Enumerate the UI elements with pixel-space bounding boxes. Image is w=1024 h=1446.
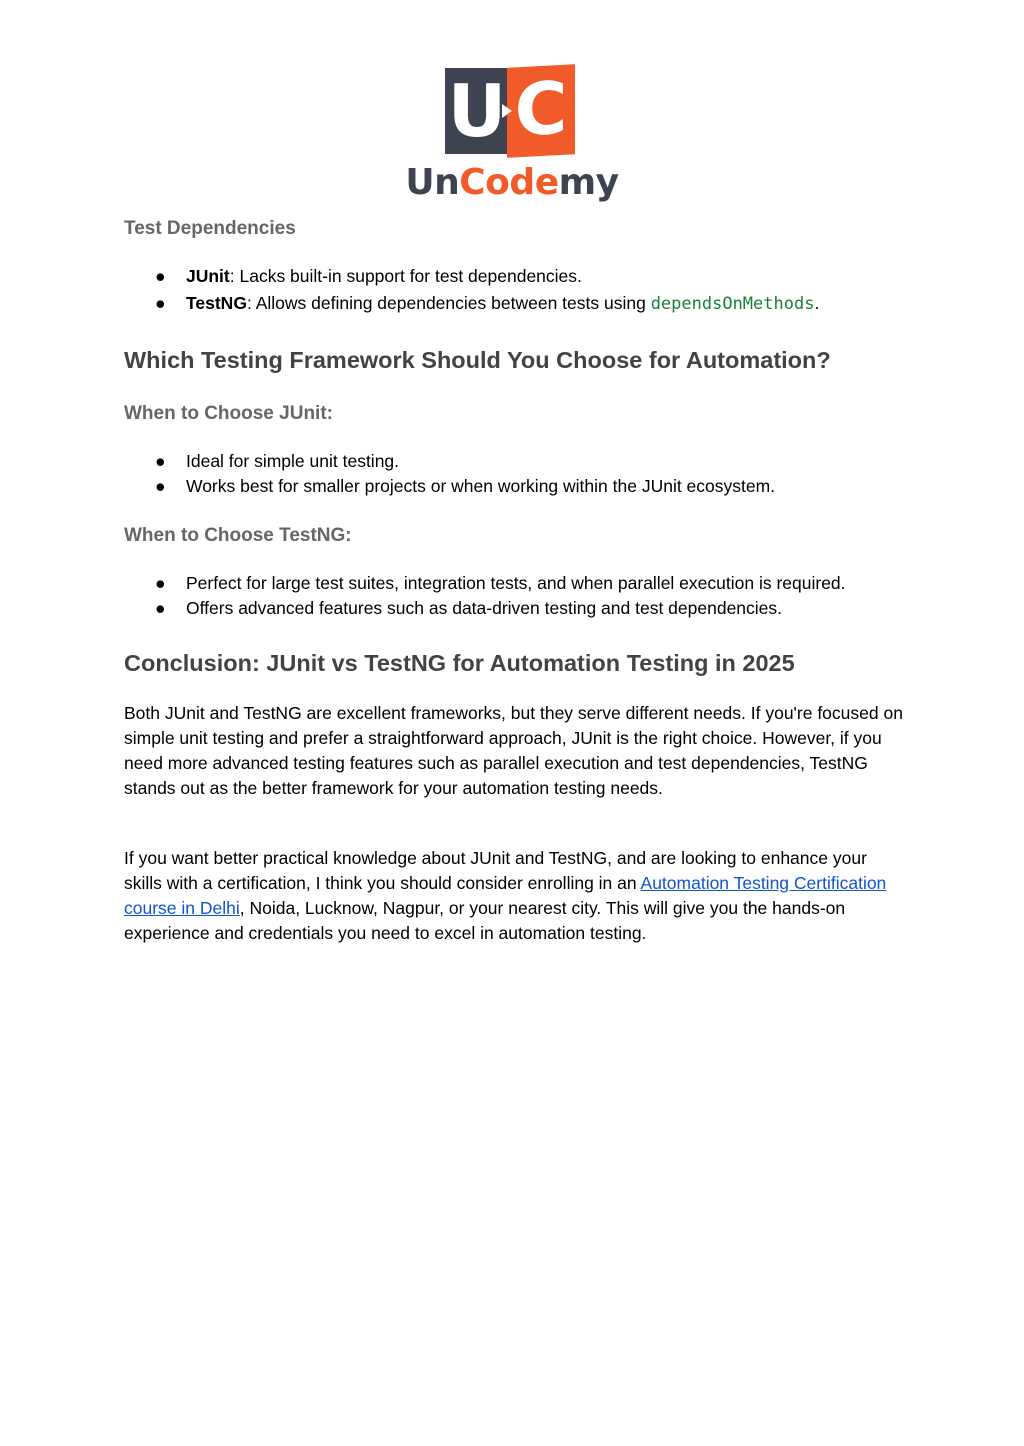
list-item: [124, 291, 924, 317]
item-text: Ideal for simple unit testing.: [186, 451, 400, 471]
conclusion-paragraph-2: [124, 846, 904, 946]
bullet: ●: [155, 266, 166, 286]
logo-u-block: [445, 68, 509, 154]
list-item: [124, 571, 924, 596]
list-item: [124, 449, 924, 474]
item-text: : Lacks built-in support for test dependencies.: [229, 266, 582, 286]
uncodemy-logo: [403, 66, 621, 204]
logo-word-part1: Un: [405, 162, 460, 203]
conclusion-heading: Conclusion: JUnit vs TestNG for Automation Testing in 2025: [124, 650, 795, 676]
list-item: [124, 474, 924, 499]
test-dependencies-heading: Test Dependencies: [124, 218, 296, 239]
logo-word-part2: Code: [459, 162, 559, 203]
bullet: ●: [155, 293, 166, 313]
play-arrow-icon: [502, 104, 512, 118]
logo-word-part3: my: [558, 162, 619, 203]
logo-c-block: [507, 64, 575, 158]
conclusion-paragraph-1: Both JUnit and TestNG are excellent frameworks, but they serve different needs. If you're focused on simple unit testing and prefer a straightforward approach, JUnit is the right choice. However, if you need more advanced testing features such as parallel execution and test dependencies, TestNG stands out as the better framework for your automation testing needs.: [124, 703, 903, 798]
item-text: Perfect for large test suites, integration tests, and when parallel execution is required.: [186, 573, 846, 593]
item-term: TestNG: [186, 293, 247, 313]
bullet: ●: [155, 598, 166, 618]
bullet: ●: [155, 451, 166, 471]
item-after: .: [814, 293, 820, 313]
item-text: Offers advanced features such as data-driven testing and test dependencies.: [186, 598, 783, 618]
when-testng-heading: When to Choose TestNG:: [124, 525, 352, 546]
item-term: JUnit: [186, 266, 230, 286]
test-dependencies-list: [124, 264, 924, 317]
bullet: ●: [155, 476, 166, 496]
logo-letter-c: C: [514, 65, 568, 153]
choose-framework-heading: Which Testing Framework Should You Choose for Automation?: [124, 347, 831, 373]
item-code: dependsOnMethods: [650, 294, 815, 314]
paragraph-text: If you want better practical knowledge about JUnit and TestNG, and are looking to enhance your skills with a certification, I think you should consider enrolling in an: [124, 848, 867, 893]
junit-list: [124, 449, 924, 499]
item-text: Works best for smaller projects or when working within the JUnit ecosystem.: [186, 476, 776, 496]
testng-list: [124, 571, 924, 621]
item-text: : Allows defining dependencies between tests using: [246, 293, 651, 313]
when-junit-heading: When to Choose JUnit:: [124, 403, 333, 424]
logo-wordmark: [403, 162, 621, 204]
list-item: [124, 264, 924, 289]
bullet: ●: [155, 573, 166, 593]
logo-letter-u: U: [447, 69, 507, 153]
list-item: [124, 596, 924, 621]
paragraph-text: , Noida, Lucknow, Nagpur, or your nearest city. This will give you the hands-on experience and credentials you need to excel in automation testing.: [124, 898, 846, 943]
automation-testing-course-link[interactable]: Automation Testing Certification course in Delhi: [124, 873, 887, 918]
